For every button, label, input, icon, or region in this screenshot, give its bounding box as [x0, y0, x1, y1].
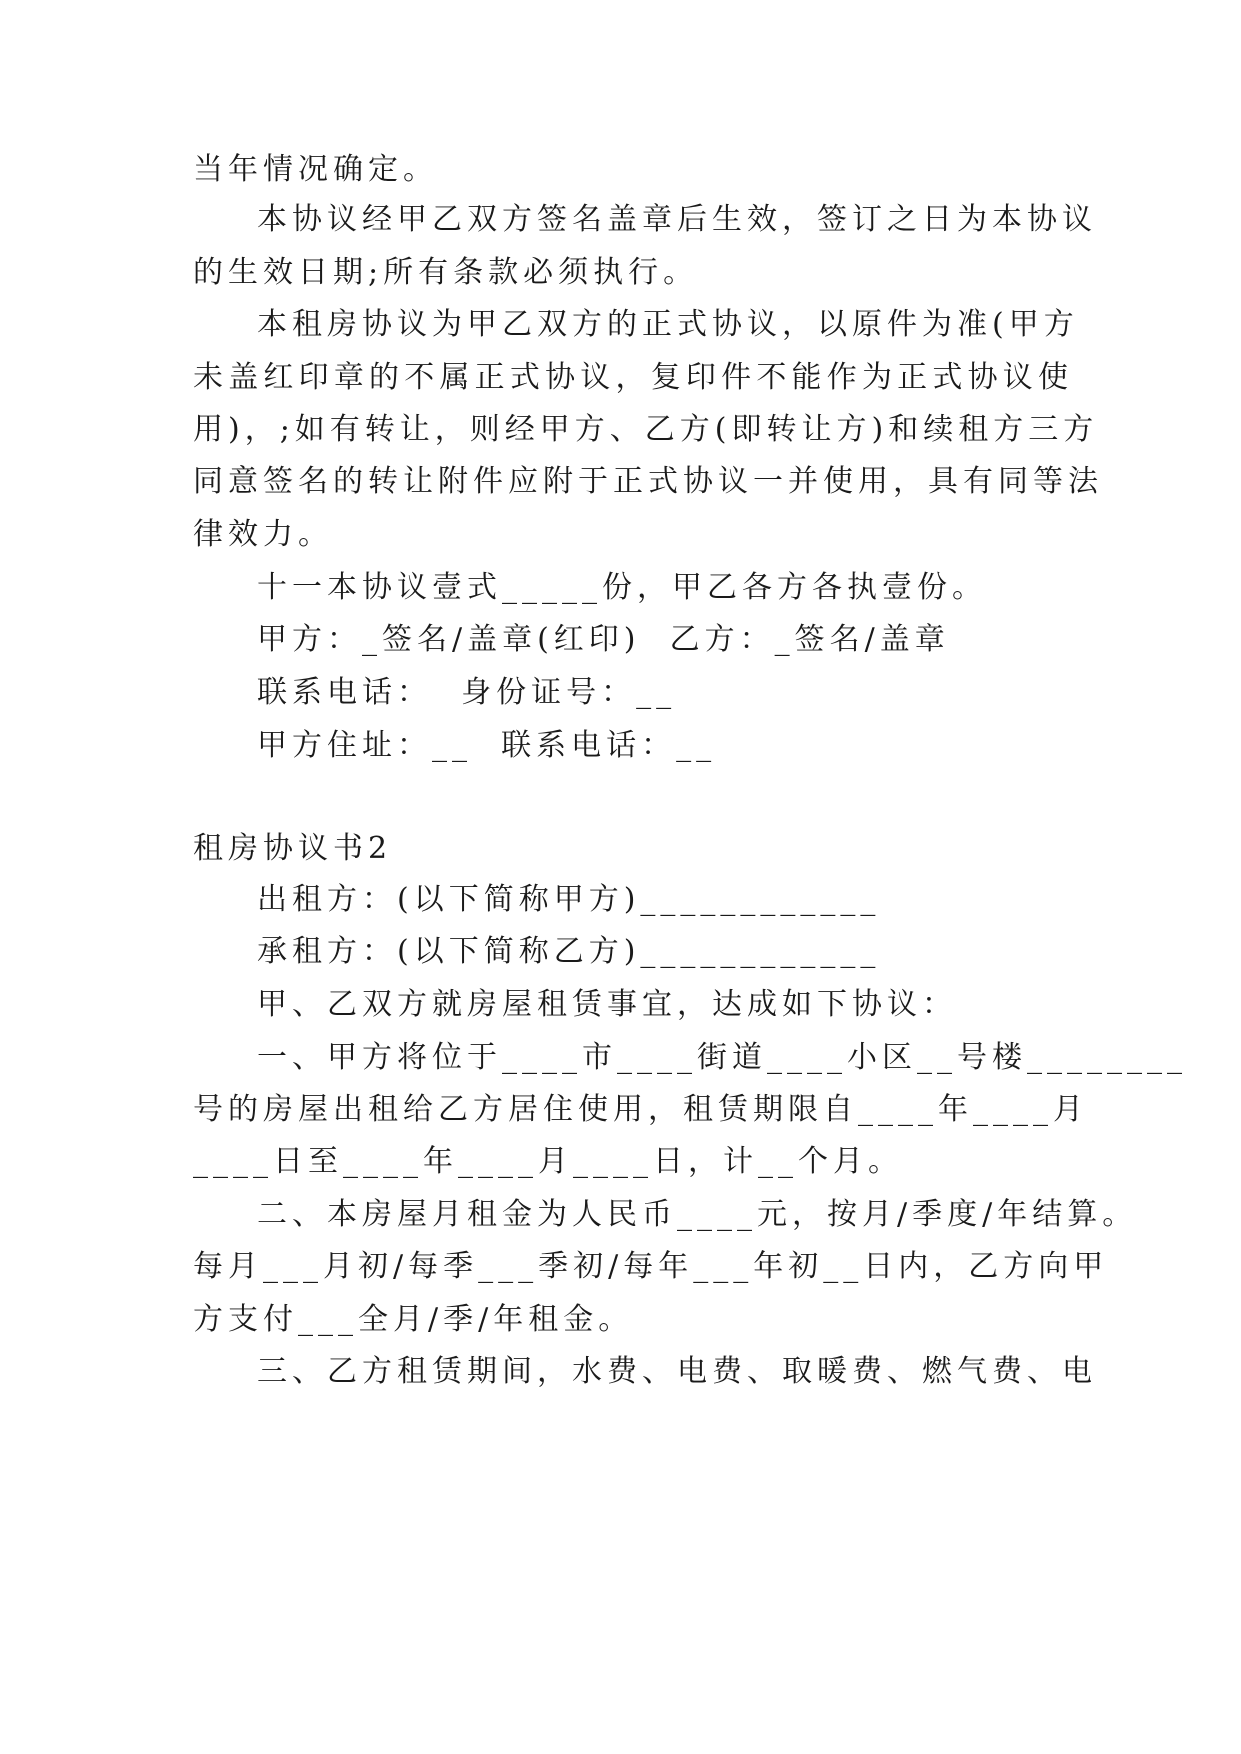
- paragraph-line: 一、甲方将位于____市____街道____小区__号楼________: [257, 1040, 1187, 1075]
- paragraph-line: ____日至____年____月____日，计__个月。: [193, 1144, 903, 1179]
- paragraph-line: 同意签名的转让附件应附于正式协议一并使用，具有同等法: [193, 464, 1103, 499]
- section-heading: 租房协议书2: [193, 831, 393, 866]
- paragraph-line: 甲、乙双方就房屋租赁事宜，达成如下协议：: [257, 987, 957, 1022]
- paragraph-line: 未盖红印章的不属正式协议，复印件不能作为正式协议使: [193, 360, 1073, 395]
- address-line: 甲方住址：__ 联系电话：__: [257, 728, 717, 763]
- paragraph-line: 本协议经甲乙双方签名盖章后生效，签订之日为本协议: [257, 202, 1097, 237]
- paragraph-line: 每月___月初/每季___季初/每年___年初__日内，乙方向甲: [193, 1249, 1109, 1284]
- paragraph-line: 方支付___全月/季/年租金。: [193, 1302, 634, 1337]
- paragraph-line: 出租方：(以下简称甲方)____________: [257, 882, 881, 917]
- contact-line: 联系电话： 身份证号：__: [257, 675, 677, 710]
- paragraph-line: 本租房协议为甲乙双方的正式协议，以原件为准(甲方: [257, 307, 1079, 342]
- paragraph-line: 的生效日期;所有条款必须执行。: [193, 255, 699, 290]
- paragraph-line: 承租方：(以下简称乙方)____________: [257, 934, 881, 969]
- paragraph-line: 用)，;如有转让，则经甲方、乙方(即转让方)和续租方三方: [193, 412, 1099, 447]
- paragraph-line: 十一本协议壹式_____份，甲乙各方各执壹份。: [257, 570, 987, 605]
- paragraph-line: 二、本房屋月租金为人民币____元，按月/季度/年结算。: [257, 1197, 1138, 1232]
- paragraph-line: 三、乙方租赁期间，水费、电费、取暖费、燃气费、电: [257, 1354, 1097, 1389]
- paragraph-line: 号的房屋出租给乙方居住使用，租赁期限自____年____月: [193, 1092, 1088, 1127]
- signature-line: 甲方：_签名/盖章(红印) 乙方：_签名/盖章: [257, 622, 950, 657]
- paragraph-line: 律效力。: [193, 517, 333, 552]
- paragraph-line: 当年情况确定。: [193, 152, 438, 187]
